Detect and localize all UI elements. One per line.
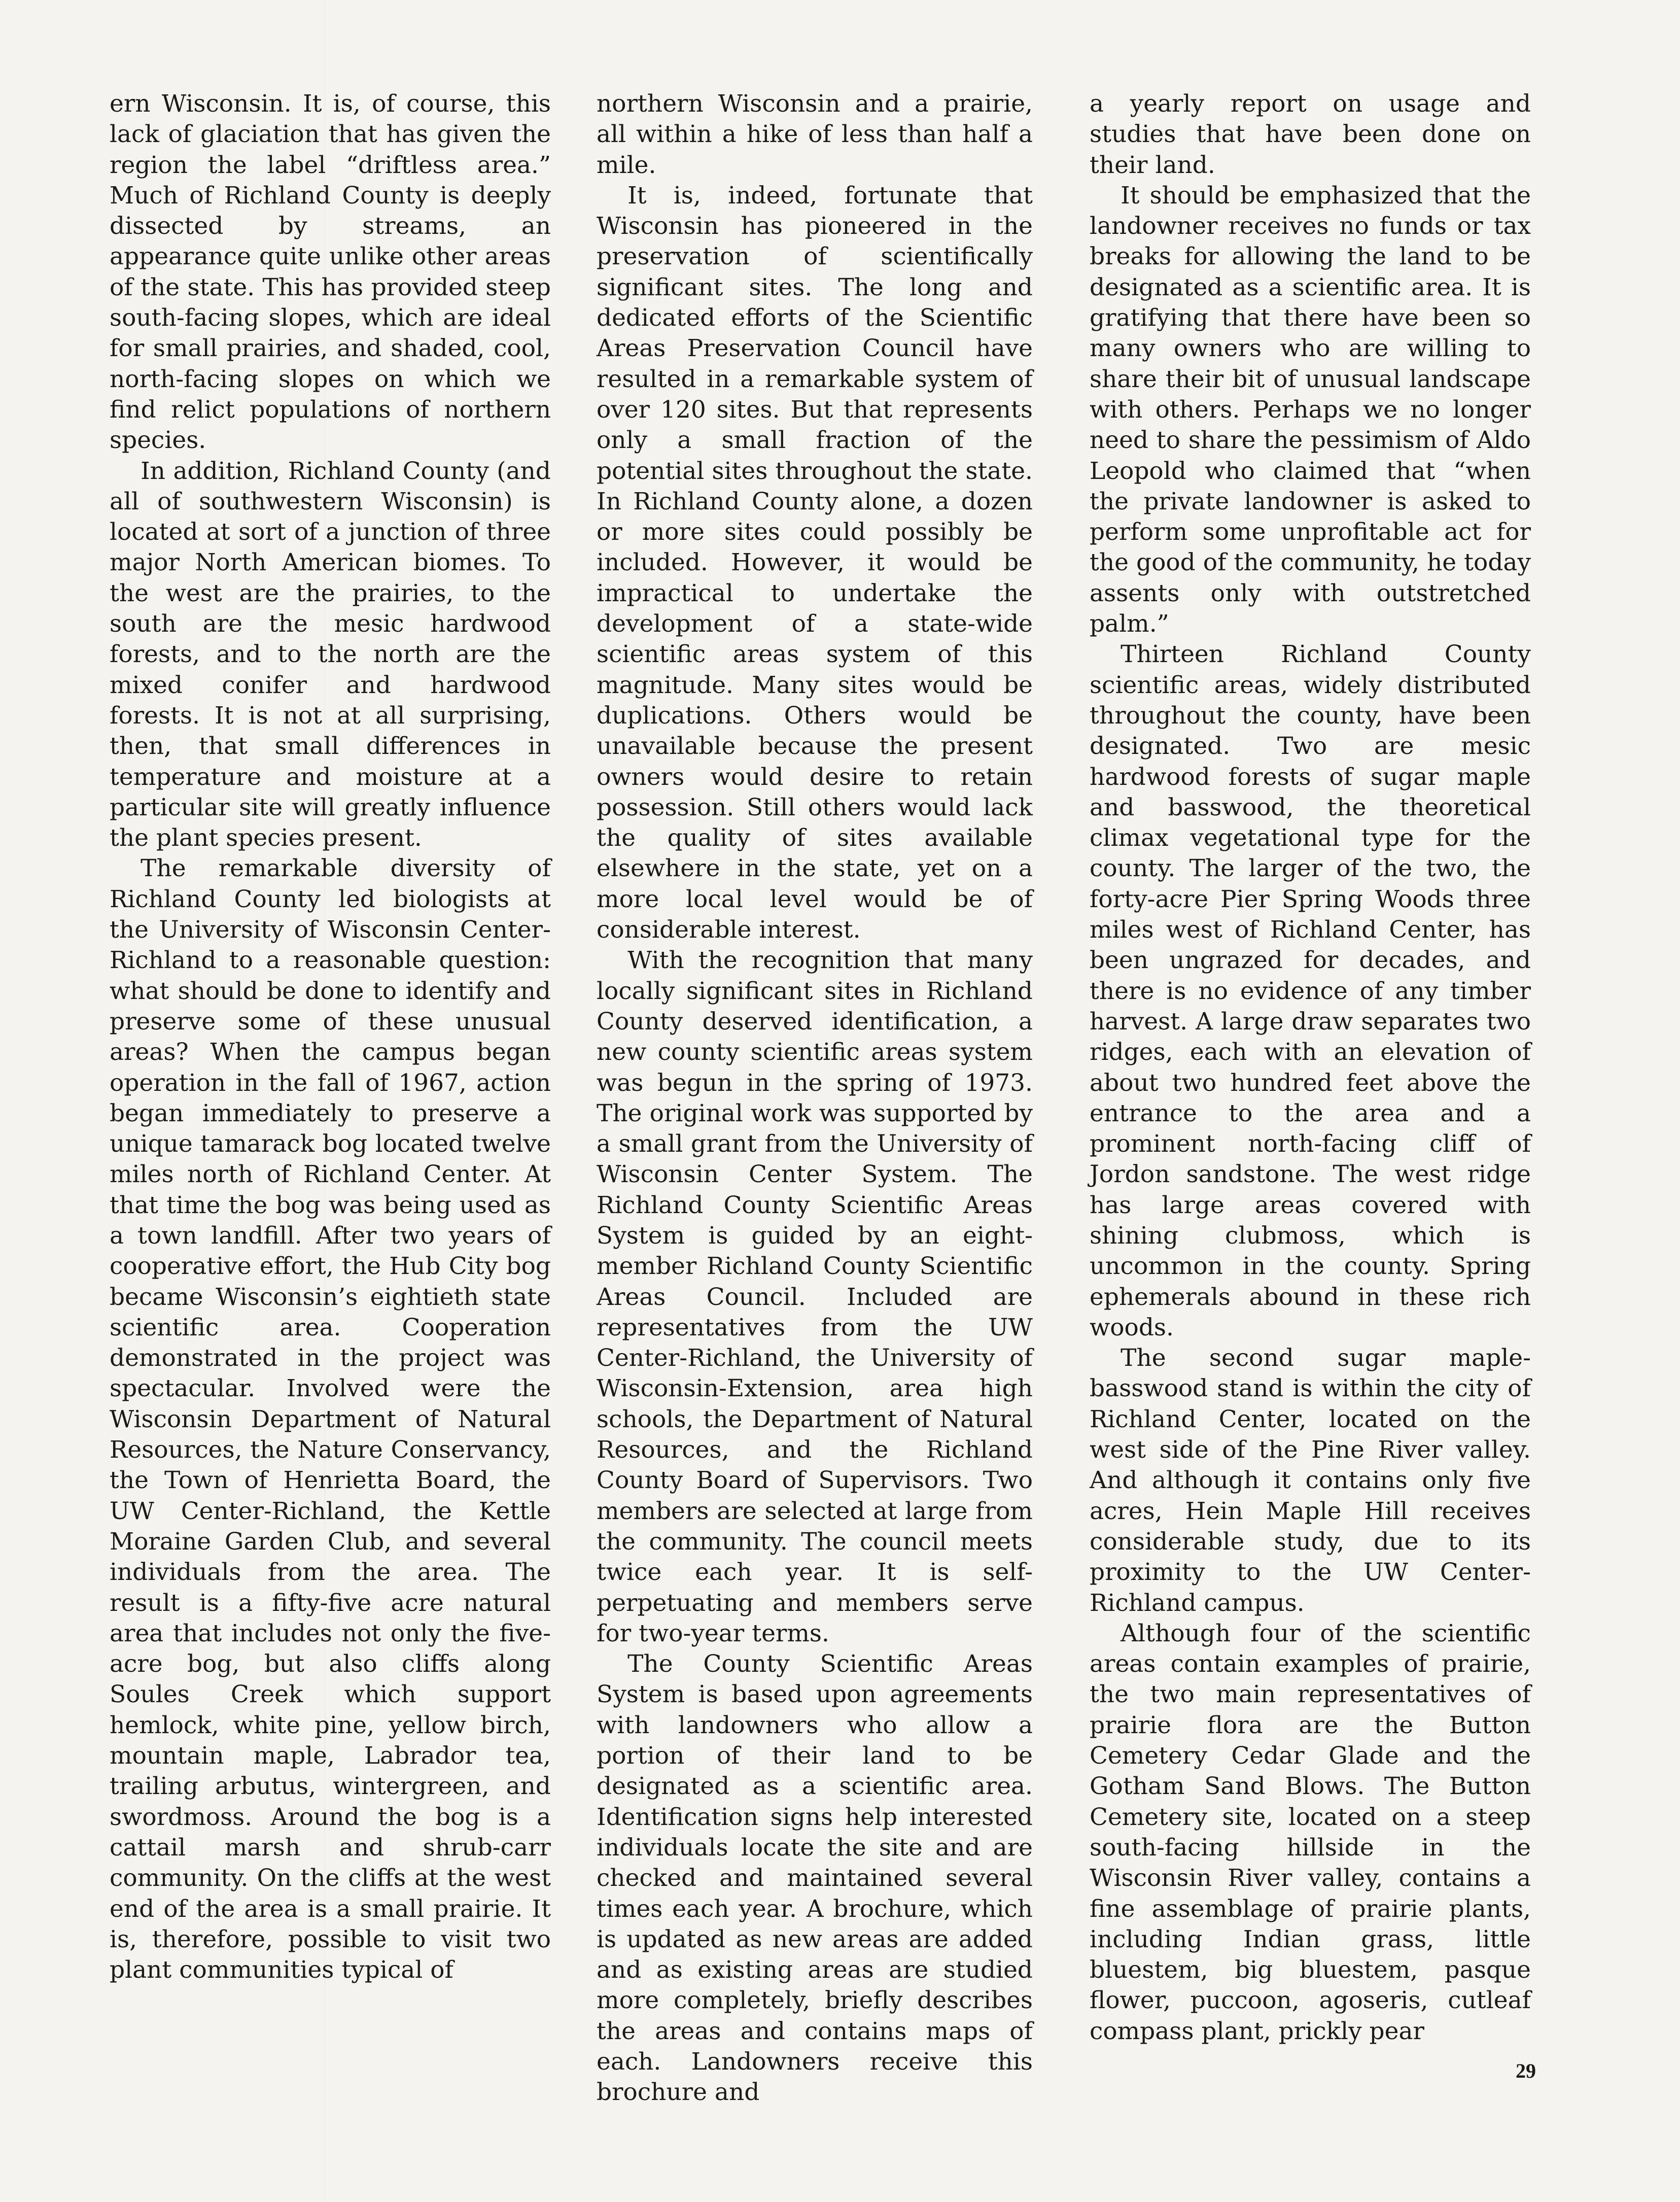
paragraph: ern Wisconsin. It is, of course, this lack of glaciation that has given the region the label “driftless area.” Much of Richland County is deeply dissected by streams, an appearance quite unlike other areas of the state. This has provided steep south-facing slopes, which are ideal for small prairies, and shaded, cool, north-facing slopes on which we find relict populations of northern species. <box>110 90 551 455</box>
paragraph: The County Scientific Areas System is based upon agreements with landowners who allow a portion of their land to be designated as a scientific area. Identification signs help interested individuals locate the site and are checked and maintained several times each year. A brochure, which is updated as new areas are added and as existing areas are studied more completely, briefly describes the areas and contains maps of each. Landowners receive this brochure and <box>597 1650 1033 2107</box>
paragraph: It should be emphasized that the landowner receives no funds or tax breaks for allowing the land to be designated as a scientific area. It is gratifying that there have been so many owners who are willing to share their bit of unusual landscape with others. Perhaps we no longer need to share the pessimism of Aldo Leopold who claimed that “when the private landowner is asked to perform some unprofitable act for the good of the community, he today assents only with outstretched palm.” <box>1090 181 1531 638</box>
text-column-3 <box>1090 89 1531 2047</box>
text-column-1 <box>110 89 551 1985</box>
paragraph: northern Wisconsin and a prairie, all within a hike of less than half a mile. <box>597 90 1033 179</box>
paragraph: The second sugar maple-basswood stand is within the city of Richland Center, located on the west side of the Pine River valley. And although it contains only five acres, Hein Maple Hill receives considerable study, due to its proximity to the UW Center-Richland campus. <box>1090 1344 1531 1617</box>
paragraph: Thirteen Richland County scientific areas, widely distributed throughout the county, have been designated. Two are mesic hardwood forests of sugar maple and basswood, the theoretical climax vegetational type for the county. The larger of the two, the forty-acre Pier Spring Woods three miles west of Richland Center, has been ungrazed for decades, and there is no evidence of any timber harvest. A large draw separates two ridges, each with an elevation of about two hundred feet above the entrance to the area and a prominent north-facing cliff of Jordon sandstone. The west ridge has large areas covered with shining clubmoss, which is uncommon in the county. Spring ephemerals abound in these rich woods. <box>1090 640 1531 1341</box>
paragraph: Although four of the scientific areas contain examples of prairie, the two main representatives of prairie flora are the Button Cemetery Cedar Glade and the Gotham Sand Blows. The Button Cemetery site, located on a steep south-facing hillside in the Wisconsin River valley, contains a fine assemblage of prairie plants, including Indian grass, little bluestem, big bluestem, pasque flower, puccoon, agoseris, cutleaf compass plant, prickly pear <box>1090 1619 1531 2045</box>
paragraph: It is, indeed, fortunate that Wisconsin has pioneered in the preservation of scientifically significant sites. The long and dedicated efforts of the Scientific Areas Preservation Council have resulted in a remarkable system of over 120 sites. But that represents only a small fraction of the potential sites throughout the state. In Richland County alone, a dozen or more sites could possibly be included. However, it would be impractical to undertake the development of a state-wide scientific areas system of this magnitude. Many sites would be duplications. Others would be unavailable because the present owners would desire to retain possession. Still others would lack the quality of sites available elsewhere in the state, yet on a more local level would be of considerable interest. <box>597 181 1033 944</box>
paragraph: The remarkable diversity of Richland County led biologists at the University of Wisconsin Center-Richland to a reasonable question: what should be done to identify and preserve some of these unusual areas? When the campus began operation in the fall of 1967, action began immediately to preserve a unique tamarack bog located twelve miles north of Richland Center. At that time the bog was being used as a town landfill. After two years of cooperative effort, the Hub City bog became Wisconsin’s eightieth state scientific area. Cooperation demonstrated in the project was spectacular. Involved were the Wisconsin Department of Natural Resources, the Nature Conservancy, the Town of Henrietta Board, the UW Center-Richland, the Kettle Moraine Garden Club, and several individuals from the area. The result is a fifty-five acre natural area that includes not only the five-acre bog, but also cliffs along Soules Creek which support hemlock, white pine, yellow birch, mountain maple, Labrador tea, trailing arbutus, wintergreen, and swordmoss. Around the bog is a cattail marsh and shrub-carr community. On the cliffs at the west end of the area is a small prairie. It is, therefore, possible to visit two plant communities typical of <box>110 854 551 1984</box>
paragraph: a yearly report on usage and studies that have been done on their land. <box>1090 90 1531 179</box>
text-column-2 <box>597 89 1033 2108</box>
paragraph: With the recognition that many locally significant sites in Richland County deserved identification, a new county scientific areas system was begun in the spring of 1973. The original work was supported by a small grant from the University of Wisconsin Center System. The Richland County Scientific Areas System is guided by an eight-member Richland County Scientific Areas Council. Included are representatives from the UW Center-Richland, the University of Wisconsin-Extension, area high schools, the Department of Natural Resources, and the Richland County Board of Supervisors. Two members are selected at large from the community. The council meets twice each year. It is self-perpetuating and members serve for two-year terms. <box>597 946 1033 1647</box>
paragraph: In addition, Richland County (and all of southwestern Wisconsin) is located at sort of a junction of three major North American biomes. To the west are the prairies, to the south are the mesic hardwood forests, and to the north are the mixed conifer and hardwood forests. It is not at all surprising, then, that small differences in temperature and moisture at a particular site will greatly influence the plant species present. <box>110 457 551 852</box>
page-number: 29 <box>1516 2059 1536 2082</box>
